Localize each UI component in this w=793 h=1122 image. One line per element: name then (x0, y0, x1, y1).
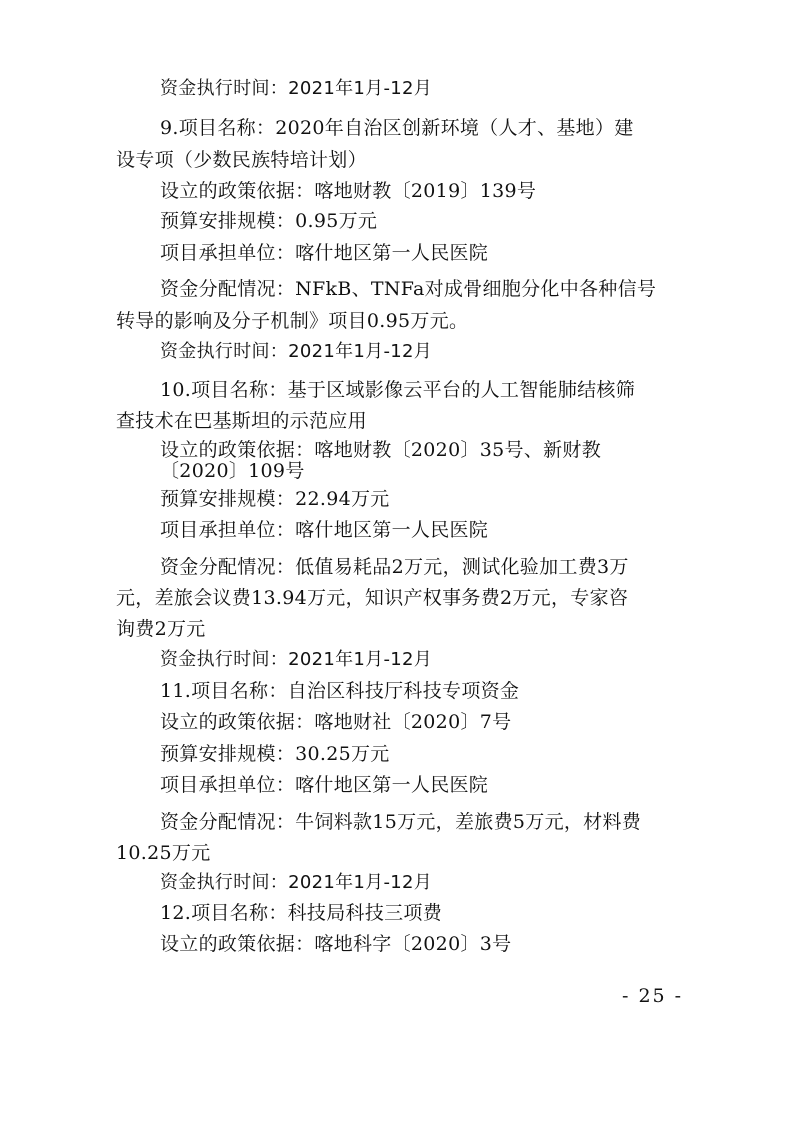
text-line: 资金执行时间：2021年1月-12月 (160, 872, 433, 893)
text-line: 资金执行时间：2021年1月-12月 (160, 649, 433, 670)
text-line: 10.25万元 (116, 842, 211, 864)
text-line: 项目承担单位：喀什地区第一人民医院 (160, 774, 489, 796)
text-line: 预算安排规模：30.25万元 (160, 743, 390, 765)
text-line: 预算安排规模：22.94万元 (160, 488, 390, 510)
text-line: 10.项目名称：基于区域影像云平台的人工智能肺结核筛 (160, 379, 636, 401)
text-line: 设立的政策依据：喀地科字〔2020〕3号 (160, 933, 512, 955)
text-line: 预算安排规模：0.95万元 (160, 210, 378, 232)
text-line: 元，差旅会议费13.94万元，知识产权事务费2万元，专家咨 (116, 587, 629, 609)
text-line: 项目承担单位：喀什地区第一人民医院 (160, 519, 489, 541)
text-line: 询费2万元 (116, 618, 206, 640)
text-line: 12.项目名称：科技局科技三项费 (160, 902, 443, 924)
text-line: 资金分配情况：NFkB、TNFa对成骨细胞分化中各种信号 (160, 278, 657, 300)
text-line: 11.项目名称：自治区科技厅科技专项资金 (160, 680, 520, 702)
page-number: - 25 - (622, 985, 684, 1007)
text-line: 转导的影响及分子机制》项目0.95万元。 (116, 310, 469, 332)
text-line: 资金分配情况：牛饲料款15万元，差旅费5万元，材料费 (160, 811, 642, 833)
text-line: 设专项（少数民族特培计划） (116, 149, 367, 171)
text-line: 设立的政策依据：喀地财教〔2019〕139号 (160, 180, 537, 202)
text-line: 9.项目名称：2020年自治区创新环境（人才、基地）建 (160, 117, 634, 139)
text-line: 项目承担单位：喀什地区第一人民医院 (160, 242, 489, 264)
text-line: 〔2020〕109号 (160, 460, 305, 482)
text-line: 设立的政策依据：喀地财社〔2020〕7号 (160, 711, 512, 733)
text-line: 资金执行时间：2021年1月-12月 (160, 341, 433, 362)
text-line: 设立的政策依据：喀地财教〔2020〕35号、新财教 (160, 439, 602, 461)
text-line: 资金执行时间：2021年1月-12月 (160, 78, 433, 99)
text-line: 查技术在巴基斯坦的示范应用 (116, 410, 367, 432)
text-line: 资金分配情况：低值易耗品2万元，测试化验加工费3万 (160, 556, 629, 578)
